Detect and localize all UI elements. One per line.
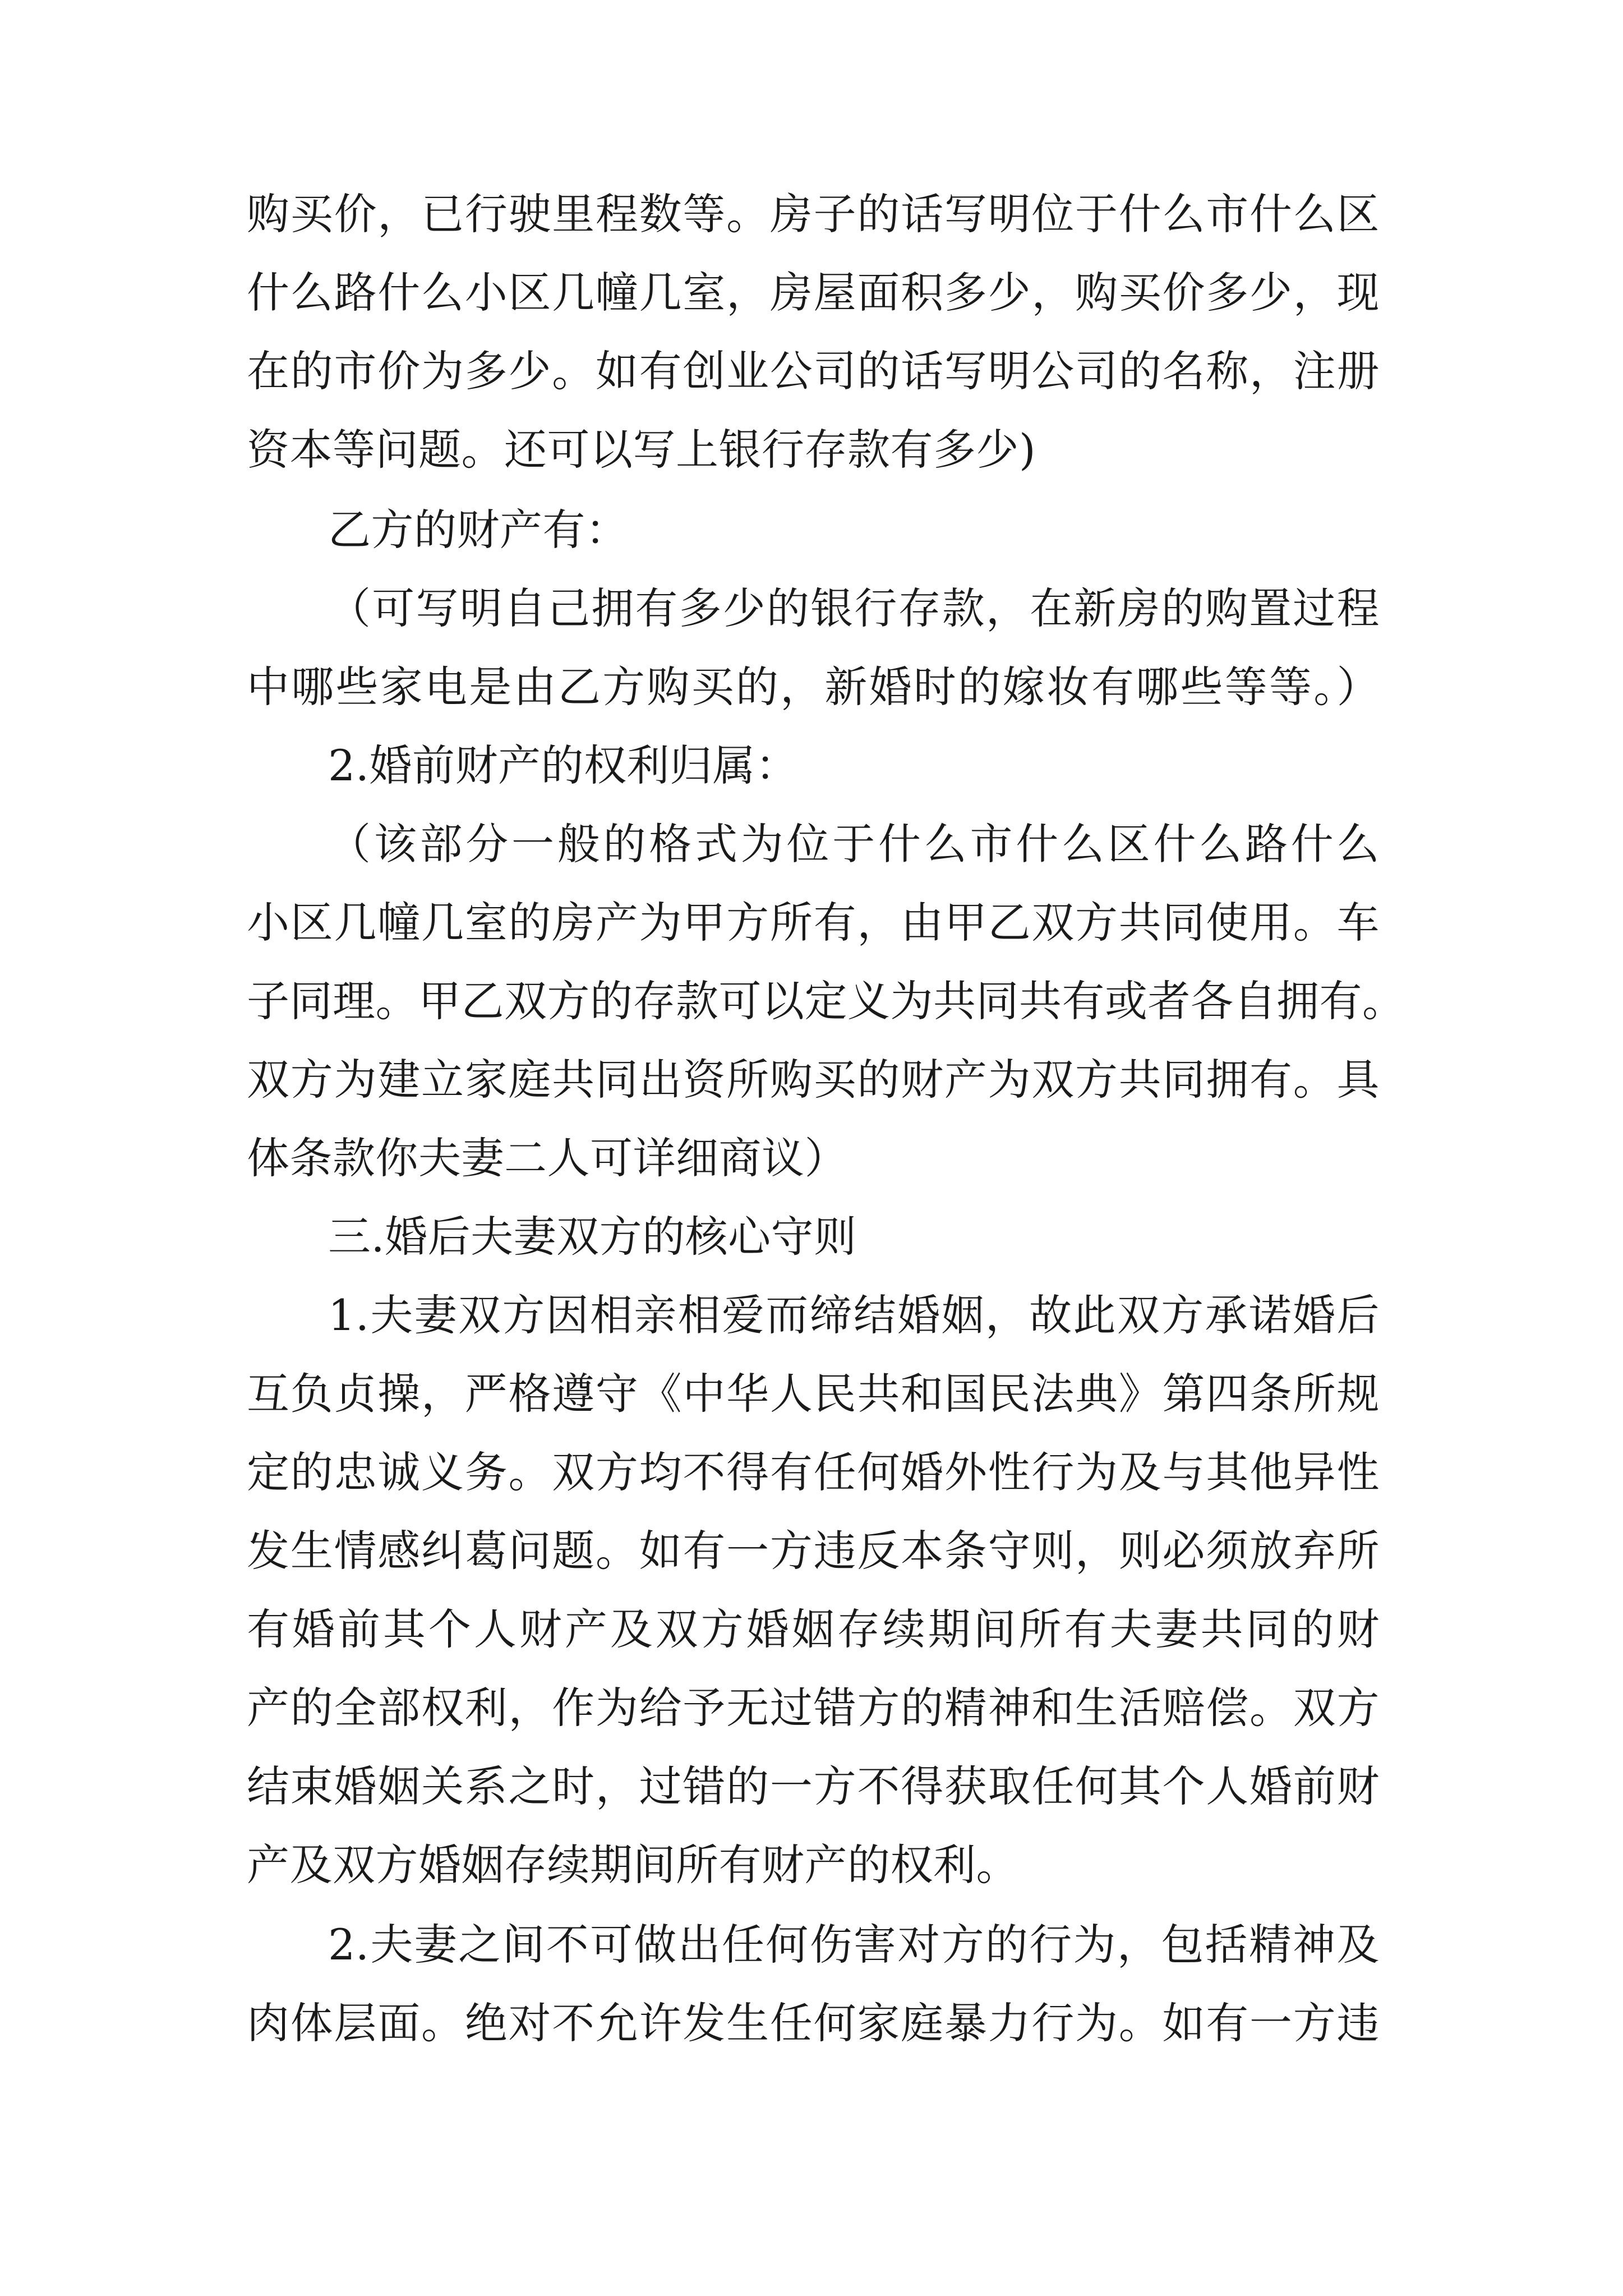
text-line: 有婚前其个人财产及双方婚姻存续期间所有夫妻共同的财 xyxy=(247,1604,1380,1654)
text-line: 小区几幢几室的房产为甲方所有，由甲乙双方共同使用。车 xyxy=(247,898,1380,947)
text-line: 结束婚姻关系之时，过错的一方不得获取任何其个人婚前财 xyxy=(247,1761,1380,1811)
text-line: 2.夫妻之间不可做出任何伤害对方的行为，包括精神及 xyxy=(328,1920,1380,1970)
text-line: 乙方的财产有： xyxy=(328,505,629,555)
text-line: （该部分一般的格式为位于什么市什么区什么路什么 xyxy=(328,819,1380,869)
text-line: 中哪些家电是由乙方购买的，新婚时的嫁妆有哪些等等。） xyxy=(247,662,1380,712)
text-line: 定的忠诚义务。双方均不得有任何婚外性行为及与其他异性 xyxy=(247,1447,1380,1497)
text-line: 1.夫妻双方因相亲相爱而缔结婚姻，故此双方承诺婚后 xyxy=(328,1290,1380,1340)
text-line: 发生情感纠葛问题。如有一方违反本条守则，则必须放弃所 xyxy=(247,1526,1380,1576)
text-line: 产的全部权利，作为给予无过错方的精神和生活赔偿。双方 xyxy=(247,1683,1380,1733)
text-line: 三.婚后夫妻双方的核心守则 xyxy=(328,1212,857,1262)
text-line: 双方为建立家庭共同出资所购买的财产为双方共同拥有。具 xyxy=(247,1055,1380,1105)
text-line: 2.婚前财产的权利归属： xyxy=(328,740,799,790)
text-line: 体条款你夫妻二人可详细商议） xyxy=(247,1133,847,1183)
text-line: 购买价，已行驶里程数等。房子的话写明位于什么市什么区 xyxy=(247,189,1380,239)
text-line: 子同理。甲乙双方的存款可以定义为共同共有或者各自拥有。 xyxy=(247,976,1405,1026)
text-line: （可写明自己拥有多少的银行存款，在新房的购置过程 xyxy=(328,583,1380,633)
text-line: 产及双方婚姻存续期间所有财产的权利。 xyxy=(247,1840,1019,1890)
text-line: 互负贞操，严格遵守《中华人民共和国民法典》第四条所规 xyxy=(247,1369,1380,1419)
text-line: 什么路什么小区几幢几室，房屋面积多少，购买价多少，现 xyxy=(247,268,1380,318)
text-line: 肉体层面。绝对不允许发生任何家庭暴力行为。如有一方违 xyxy=(247,1998,1380,2048)
text-line: 资本等问题。还可以写上银行存款有多少) xyxy=(247,425,1036,475)
text-line: 在的市价为多少。如有创业公司的话写明公司的名称，注册 xyxy=(247,346,1380,396)
